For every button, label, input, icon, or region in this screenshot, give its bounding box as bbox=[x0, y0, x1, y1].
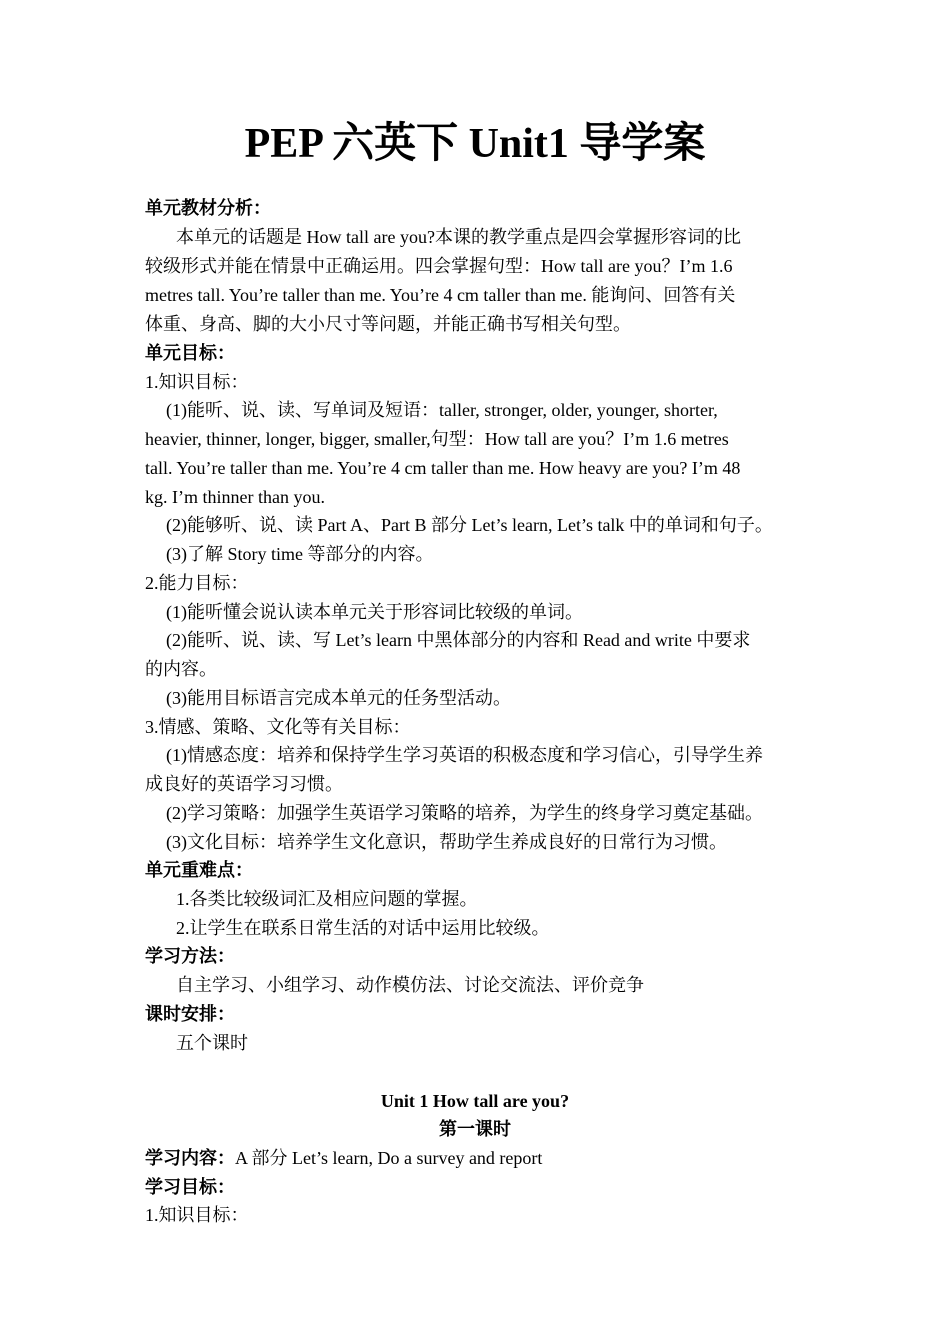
ability-line-3: 的内容。 bbox=[145, 659, 217, 679]
knowledge-line-5: (2)能够听、说、读 Part A、Part B 部分 Let’s learn, Let’s talk 中的单词和句子。 bbox=[166, 515, 773, 535]
emotion-heading: 3.情感、策略、文化等有关目标： bbox=[145, 717, 411, 737]
emotion-line-2: 成良好的英语学习习惯。 bbox=[145, 774, 343, 794]
methods-heading: 学习方法： bbox=[145, 946, 235, 966]
knowledge-line-4: kg. I’m thinner than you. bbox=[145, 487, 325, 507]
analysis-line-4: 体重、身高、脚的大小尺寸等问题，并能正确书写相关句型。 bbox=[145, 314, 631, 334]
knowledge-line-1: (1)能听、说、读、写单词及短语：taller, stronger, older, younger, shorter, bbox=[166, 400, 718, 420]
ability-line-1: (1)能听懂会说认读本单元关于形容词比较级的单词。 bbox=[166, 602, 583, 622]
lesson-unit-title: Unit 1 How tall are you? bbox=[380, 1091, 570, 1111]
lesson-period-title: 第一课时 bbox=[439, 1119, 511, 1139]
analysis-heading: 单元教材分析： bbox=[145, 198, 271, 218]
knowledge-line-3: tall. You’re taller than me. You’re 4 cm taller than me. How heavy are you? I’m 48 bbox=[145, 458, 741, 478]
schedule-heading: 课时安排： bbox=[145, 1004, 235, 1024]
ability-heading: 2.能力目标： bbox=[145, 573, 249, 593]
ability-line-2: (2)能听、说、读、写 Let’s learn 中黑体部分的内容和 Read and write 中要求 bbox=[166, 630, 751, 650]
analysis-line-3: metres tall. You’re taller than me. You’re 4 cm taller than me. 能询问、回答有关 bbox=[145, 285, 736, 305]
difficulties-heading: 单元重难点： bbox=[145, 860, 253, 880]
analysis-line-2: 较级形式并能在情景中正确运用。四会掌握句型：How tall are you？I’m 1.6 bbox=[145, 256, 733, 276]
methods-text: 自主学习、小组学习、动作模仿法、讨论交流法、评价竞争 bbox=[176, 975, 644, 995]
ability-line-4: (3)能用目标语言完成本单元的任务型活动。 bbox=[166, 688, 511, 708]
schedule-text: 五个课时 bbox=[176, 1033, 248, 1053]
emotion-line-3: (2)学习策略：加强学生英语学习策略的培养，为学生的终身学习奠定基础。 bbox=[166, 803, 763, 823]
emotion-line-1: (1)情感态度：培养和保持学生学习英语的积极态度和学习信心，引导学生养 bbox=[166, 745, 763, 765]
document-title: PEP 六英下 Unit1 导学案 bbox=[244, 121, 706, 167]
analysis-line-1: 本单元的话题是 How tall are you?本课的教学重点是四会掌握形容词的比 bbox=[176, 227, 741, 247]
goals-heading: 单元目标： bbox=[145, 343, 235, 363]
difficulties-line-2: 2.让学生在联系日常生活的对话中运用比较级。 bbox=[176, 918, 550, 938]
knowledge-line-6: (3)了解 Story time 等部分的内容。 bbox=[166, 544, 434, 564]
lesson-goals-heading: 学习目标： bbox=[145, 1177, 235, 1197]
lesson-content-text: A 部分 Let’s learn, Do a survey and report bbox=[235, 1148, 543, 1168]
knowledge-heading: 1.知识目标： bbox=[145, 372, 249, 392]
lesson-content-label: 学习内容： bbox=[145, 1148, 235, 1168]
emotion-line-4: (3)文化目标：培养学生文化意识，帮助学生养成良好的日常行为习惯。 bbox=[166, 832, 727, 852]
difficulties-line-1: 1.各类比较级词汇及相应问题的掌握。 bbox=[176, 889, 478, 909]
knowledge-line-2: heavier, thinner, longer, bigger, smaller,句型：How tall are you？I’m 1.6 metres bbox=[145, 429, 729, 449]
lesson-knowledge-heading: 1.知识目标： bbox=[145, 1205, 249, 1225]
